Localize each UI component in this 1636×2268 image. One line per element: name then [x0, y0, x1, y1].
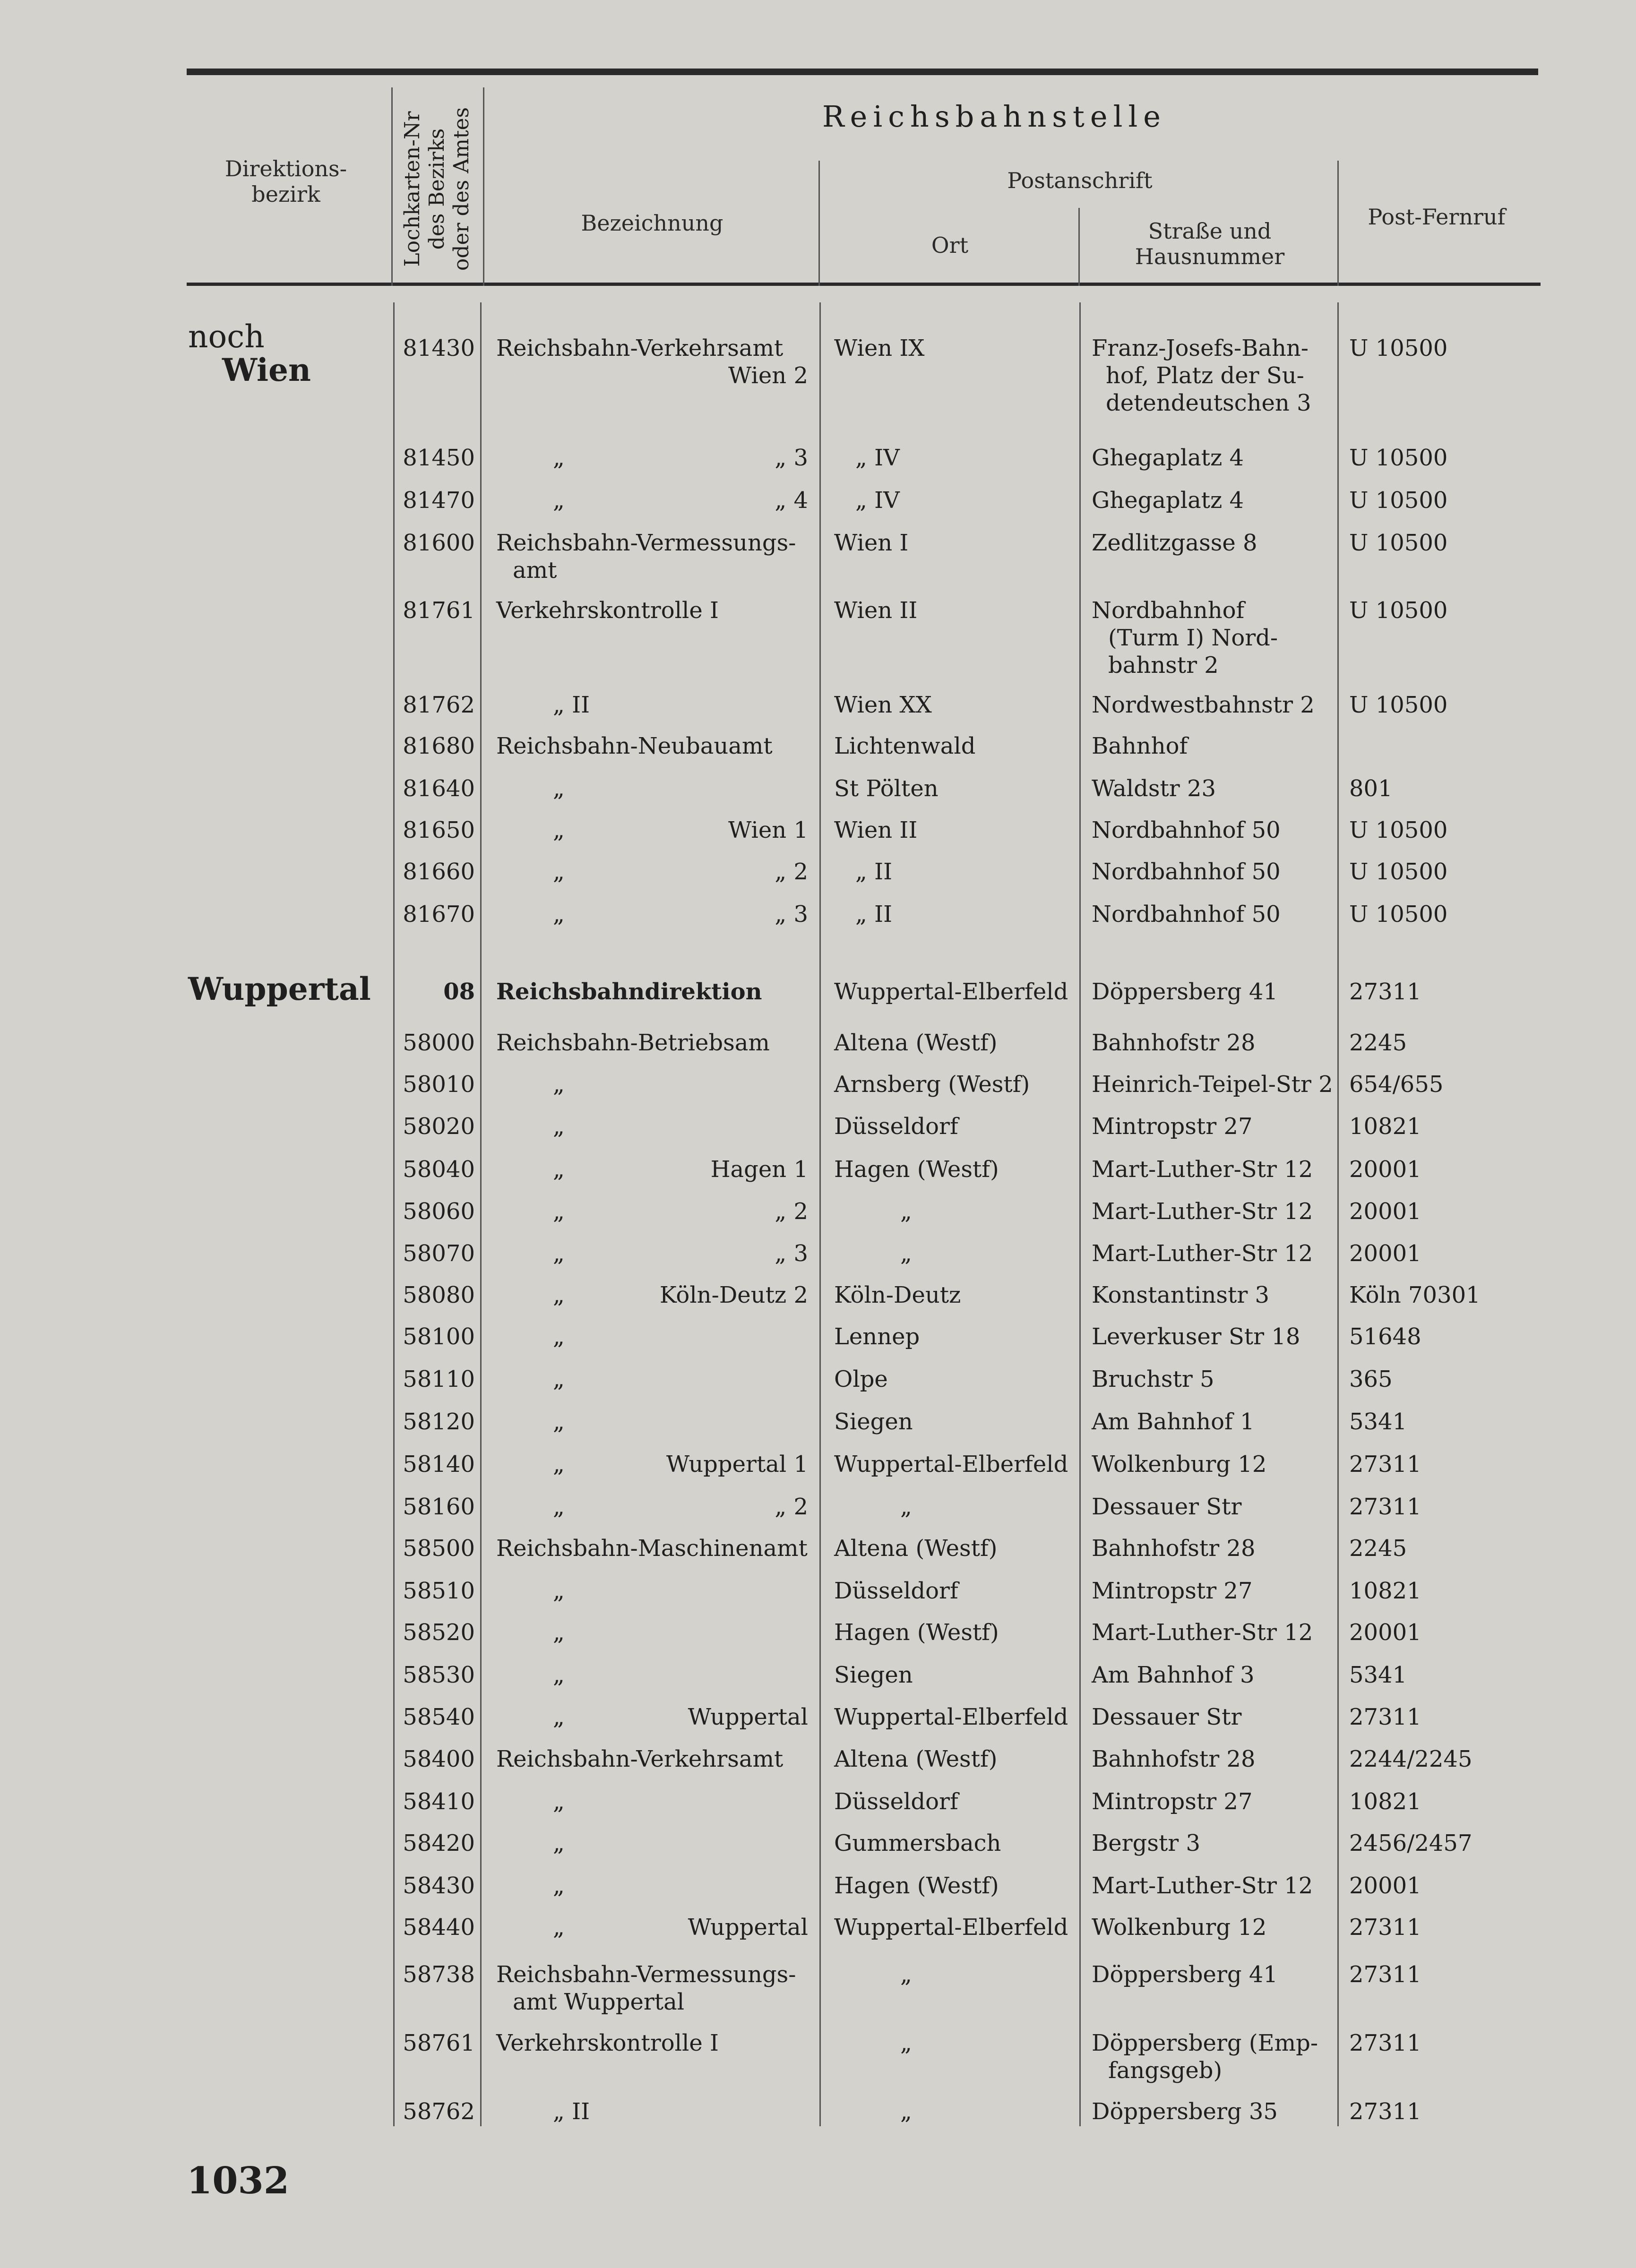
top-rule	[187, 69, 1538, 75]
cell-lochkarten-nr: 58040	[403, 1156, 475, 1183]
cell-fernruf: 20001	[1349, 1156, 1421, 1183]
cell-strasse: Bahnhofstr 28	[1092, 1535, 1256, 1562]
cell-bezeichnung: „	[553, 1494, 565, 1520]
cell-fernruf: U 10500	[1349, 901, 1448, 928]
cell-bezeichnung-suffix: „ 3	[775, 445, 808, 471]
cell-lochkarten-nr: 81761	[403, 597, 475, 624]
cell-bezeichnung: „ II	[553, 2098, 590, 2125]
header-direktionsbezirk-line: bezirk	[251, 181, 320, 207]
cell-fernruf: 10821	[1349, 1788, 1421, 1815]
cell-strasse: Bruchstr 5	[1092, 1366, 1214, 1392]
cell-bezeichnung: „	[553, 901, 565, 928]
cell-fernruf: 27311	[1349, 1704, 1421, 1730]
cell-bezeichnung: „	[553, 1323, 565, 1350]
header-fernruf: Post-Fernruf	[1368, 204, 1506, 230]
cell-bezeichnung-suffix: Wuppertal	[688, 1704, 808, 1730]
cell-lochkarten-nr: 58738	[403, 1961, 475, 1988]
cell-bezeichnung-suffix: „ 3	[775, 1240, 808, 1267]
cell-ort: Wien I	[834, 530, 909, 556]
cell-bezeichnung: „	[553, 1113, 565, 1140]
cell-ort: „	[900, 1961, 912, 1988]
cell-lochkarten-nr: 58080	[403, 1282, 475, 1308]
cell-bezeichnung: „	[553, 1071, 565, 1098]
cell-strasse: Bergstr 3	[1092, 1830, 1201, 1856]
cell-ort: „	[900, 2098, 912, 2125]
column-divider	[819, 302, 821, 2126]
cell-strasse: Nordbahnhof 50	[1092, 859, 1281, 885]
cell-ort: „	[900, 1240, 912, 1267]
cell-lochkarten-nr: 58510	[403, 1578, 475, 1604]
cell-ort: „ II	[855, 859, 893, 885]
header-lochkarten-line: oder des Amtes	[449, 107, 474, 271]
cell-fernruf: U 10500	[1349, 597, 1448, 624]
cell-strasse: Nordbahnhof	[1092, 597, 1245, 624]
column-divider	[393, 302, 395, 2126]
cell-bezeichnung-suffix: „ 2	[775, 859, 808, 885]
cell-strasse: Mart-Luther-Str 12	[1092, 1873, 1313, 1899]
header-divider	[483, 87, 484, 286]
header-lochkarten	[392, 94, 482, 284]
cell-ort: „	[900, 1494, 912, 1520]
cell-bezeichnung: „	[553, 1873, 565, 1899]
cell-lochkarten-nr: 08	[443, 979, 475, 1005]
cell-bezeichnung: Reichsbahn-Verkehrsamt	[496, 1746, 784, 1772]
cell-strasse: Döppersberg (Emp-	[1092, 2030, 1318, 2056]
cell-strasse: Mintropstr 27	[1092, 1578, 1253, 1604]
cell-lochkarten-nr: 81640	[403, 775, 475, 802]
cell-lochkarten-nr: 58400	[403, 1746, 475, 1772]
cell-strasse: Nordbahnhof 50	[1092, 901, 1281, 928]
cell-strasse: Wolkenburg 12	[1092, 1451, 1267, 1478]
cell-lochkarten-nr: 81762	[403, 692, 475, 718]
cell-bezeichnung: „	[553, 1914, 565, 1941]
cell-lochkarten-nr: 81600	[403, 530, 475, 556]
cell-lochkarten-nr: 81660	[403, 859, 475, 885]
cell-fernruf: U 10500	[1349, 817, 1448, 843]
cell-ort: Düsseldorf	[834, 1113, 958, 1140]
section-label: noch	[188, 318, 265, 355]
cell-strasse: Mart-Luther-Str 12	[1092, 1619, 1313, 1646]
header-lochkarten-line: Lochkarten-Nr	[400, 111, 424, 267]
cell-strasse: Bahnhofstr 28	[1092, 1030, 1256, 1056]
cell-bezeichnung: „	[553, 1240, 565, 1267]
cell-lochkarten-nr: 58000	[403, 1030, 475, 1056]
cell-fernruf: 5341	[1349, 1409, 1407, 1435]
cell-strasse: Mart-Luther-Str 12	[1092, 1240, 1313, 1267]
cell-ort: „	[900, 1198, 912, 1225]
cell-bezeichnung: „	[553, 1830, 565, 1856]
cell-fernruf: 27311	[1349, 1494, 1421, 1520]
cell-lochkarten-nr: 58100	[403, 1323, 475, 1350]
cell-lochkarten-nr: 81680	[403, 733, 475, 759]
cell-bezeichnung: „	[553, 1366, 565, 1392]
cell-lochkarten-nr: 58120	[403, 1409, 475, 1435]
cell-lochkarten-nr: 58530	[403, 1662, 475, 1688]
cell-bezeichnung-suffix: Köln-Deutz 2	[659, 1282, 808, 1308]
cell-ort: „ II	[855, 901, 893, 928]
cell-ort: „ IV	[855, 487, 900, 514]
cell-bezeichnung: „	[553, 1451, 565, 1478]
cell-bezeichnung: „	[553, 1282, 565, 1308]
cell-strasse: Bahnhof	[1092, 733, 1188, 759]
cell-bezeichnung: Reichsbahn-Betriebsam	[496, 1030, 770, 1056]
cell-lochkarten-nr: 58060	[403, 1198, 475, 1225]
cell-bezeichnung-suffix: Hagen 1	[710, 1156, 808, 1183]
cell-ort: Wien II	[834, 597, 918, 624]
cell-ort: Wuppertal-Elberfeld	[834, 1704, 1068, 1730]
cell-lochkarten-nr: 58020	[403, 1113, 475, 1140]
cell-bezeichnung: „	[553, 1704, 565, 1730]
cell-bezeichnung: „	[553, 1156, 565, 1183]
cell-bezeichnung-suffix: Wuppertal 1	[666, 1451, 808, 1478]
cell-fernruf: 2244/2245	[1349, 1746, 1472, 1772]
cell-ort: Düsseldorf	[834, 1788, 958, 1815]
cell-bezeichnung: „	[553, 1662, 565, 1688]
cell-lochkarten-nr: 58440	[403, 1914, 475, 1941]
cell-bezeichnung: amt	[513, 557, 557, 584]
cell-ort: „ IV	[855, 445, 900, 471]
section-label: Wien	[222, 352, 311, 388]
cell-fernruf: U 10500	[1349, 445, 1448, 471]
cell-ort: Hagen (Westf)	[834, 1156, 999, 1183]
cell-lochkarten-nr: 81450	[403, 445, 475, 471]
cell-strasse: Döppersberg 41	[1092, 979, 1278, 1005]
cell-bezeichnung: „	[553, 859, 565, 885]
cell-bezeichnung-suffix: „ 2	[775, 1494, 808, 1520]
cell-bezeichnung: „	[553, 487, 565, 514]
cell-lochkarten-nr: 58410	[403, 1788, 475, 1815]
cell-fernruf: 2456/2457	[1349, 1830, 1472, 1856]
cell-bezeichnung-suffix: Wien 1	[728, 817, 808, 843]
cell-fernruf: 20001	[1349, 1198, 1421, 1225]
cell-strasse: Bahnhofstr 28	[1092, 1746, 1256, 1772]
cell-strasse: Ghegaplatz 4	[1092, 445, 1244, 471]
cell-bezeichnung: Reichsbahn-Vermessungs-	[496, 530, 796, 556]
header-direktionsbezirk	[198, 156, 373, 207]
cell-lochkarten-nr: 58010	[403, 1071, 475, 1098]
cell-bezeichnung: „	[553, 1409, 565, 1435]
cell-bezeichnung: Reichsbahn-Verkehrsamt	[496, 335, 784, 361]
cell-strasse: Mart-Luther-Str 12	[1092, 1198, 1313, 1225]
cell-strasse: bahnstr 2	[1108, 652, 1219, 679]
cell-bezeichnung: „ II	[553, 692, 590, 718]
cell-fernruf: Köln 70301	[1349, 1282, 1481, 1308]
cell-ort: Wuppertal-Elberfeld	[834, 1451, 1068, 1478]
cell-lochkarten-nr: 58540	[403, 1704, 475, 1730]
cell-fernruf: 27311	[1349, 2098, 1421, 2125]
cell-fernruf: 27311	[1349, 1914, 1421, 1941]
cell-strasse: Dessauer Str	[1092, 1704, 1242, 1730]
cell-fernruf: 27311	[1349, 2030, 1421, 2056]
header-divider	[1337, 161, 1339, 286]
header-ort: Ort	[931, 232, 969, 258]
page-number: 1032	[187, 2159, 290, 2202]
cell-fernruf: 654/655	[1349, 1071, 1444, 1098]
cell-fernruf: 5341	[1349, 1662, 1407, 1688]
cell-bezeichnung-suffix: „ 3	[775, 901, 808, 928]
cell-bezeichnung: „	[553, 775, 565, 802]
cell-strasse: Nordwestbahnstr 2	[1092, 692, 1315, 718]
cell-bezeichnung: amt Wuppertal	[513, 1989, 685, 2015]
cell-bezeichnung: „	[553, 445, 565, 471]
cell-strasse: Dessauer Str	[1092, 1494, 1242, 1520]
cell-ort: Lennep	[834, 1323, 920, 1350]
cell-strasse: Zedlitzgasse 8	[1092, 530, 1257, 556]
cell-ort: Wien XX	[834, 692, 932, 718]
column-divider	[1337, 302, 1339, 2126]
cell-ort: Wuppertal-Elberfeld	[834, 979, 1068, 1005]
cell-lochkarten-nr: 58160	[403, 1494, 475, 1520]
cell-ort: Wuppertal-Elberfeld	[834, 1914, 1068, 1941]
cell-strasse: Nordbahnhof 50	[1092, 817, 1281, 843]
cell-ort: „	[900, 2030, 912, 2056]
cell-ort: Siegen	[834, 1662, 913, 1688]
cell-ort: Altena (Westf)	[834, 1535, 998, 1562]
cell-strasse: Heinrich-Teipel-Str 2	[1092, 1071, 1333, 1098]
cell-fernruf: U 10500	[1349, 335, 1448, 361]
cell-bezeichnung: Reichsbahn-Neubauamt	[496, 733, 773, 759]
cell-lochkarten-nr: 58110	[403, 1366, 475, 1392]
cell-strasse: Döppersberg 41	[1092, 1961, 1278, 1988]
cell-bezeichnung: „	[553, 817, 565, 843]
header-bezeichnung: Bezeichnung	[581, 210, 723, 236]
cell-ort: Gummersbach	[834, 1830, 1001, 1856]
cell-fernruf: U 10500	[1349, 530, 1448, 556]
cell-lochkarten-nr: 81470	[403, 487, 475, 514]
cell-bezeichnung-suffix: „ 2	[775, 1198, 808, 1225]
cell-strasse: Franz-Josefs-Bahn-	[1092, 335, 1309, 361]
cell-strasse: Ghegaplatz 4	[1092, 487, 1244, 514]
cell-fernruf: 27311	[1349, 1961, 1421, 1988]
cell-ort: Olpe	[834, 1366, 888, 1392]
cell-fernruf: 20001	[1349, 1240, 1421, 1267]
cell-lochkarten-nr: 58430	[403, 1873, 475, 1899]
cell-lochkarten-nr: 58140	[403, 1451, 475, 1478]
cell-fernruf: 365	[1349, 1366, 1393, 1392]
column-divider	[480, 302, 482, 2126]
cell-fernruf: 20001	[1349, 1619, 1421, 1646]
cell-strasse: Mart-Luther-Str 12	[1092, 1156, 1313, 1183]
cell-ort: Hagen (Westf)	[834, 1619, 999, 1646]
cell-lochkarten-nr: 81430	[403, 335, 475, 361]
cell-bezeichnung: Verkehrskontrolle I	[496, 597, 719, 624]
cell-fernruf: 801	[1349, 775, 1393, 802]
cell-bezeichnung: Reichsbahn-Vermessungs-	[496, 1961, 796, 1988]
cell-strasse: Mintropstr 27	[1092, 1788, 1253, 1815]
header-divider	[1078, 208, 1080, 286]
header-direktionsbezirk-line: Direktions-	[224, 156, 347, 181]
cell-lochkarten-nr: 58520	[403, 1619, 475, 1646]
cell-bezeichnung-suffix: „ 4	[775, 487, 808, 514]
cell-ort: Wien IX	[834, 335, 925, 361]
cell-bezeichnung-suffix: Wien 2	[728, 362, 808, 389]
cell-ort: Wien II	[834, 817, 918, 843]
cell-lochkarten-nr: 58420	[403, 1830, 475, 1856]
cell-strasse: Wolkenburg 12	[1092, 1914, 1267, 1941]
cell-fernruf: 10821	[1349, 1113, 1421, 1140]
cell-ort: Siegen	[834, 1409, 913, 1435]
cell-strasse: Am Bahnhof 3	[1092, 1662, 1255, 1688]
cell-bezeichnung: Reichsbahndirektion	[496, 979, 762, 1005]
cell-fernruf: U 10500	[1349, 487, 1448, 514]
section-label: Wuppertal	[188, 971, 371, 1007]
header-strasse-line: Straße und	[1148, 218, 1272, 244]
cell-strasse: Konstantinstr 3	[1092, 1282, 1270, 1308]
cell-lochkarten-nr: 81670	[403, 901, 475, 928]
cell-ort: Hagen (Westf)	[834, 1873, 999, 1899]
header-group-title: Reichsbahnstelle	[822, 99, 1166, 134]
cell-lochkarten-nr: 58761	[403, 2030, 475, 2056]
cell-ort: St Pölten	[834, 775, 939, 802]
cell-lochkarten-nr: 58500	[403, 1535, 475, 1562]
cell-bezeichnung: „	[553, 1619, 565, 1646]
cell-ort: Köln-Deutz	[834, 1282, 961, 1308]
header-lochkarten-line: des Bezirks	[425, 128, 449, 250]
cell-strasse: detendeutschen 3	[1106, 390, 1311, 416]
cell-strasse: Waldstr 23	[1092, 775, 1216, 802]
cell-bezeichnung-suffix: Wuppertal	[688, 1914, 808, 1941]
cell-fernruf: 10821	[1349, 1578, 1421, 1604]
cell-lochkarten-nr: 81650	[403, 817, 475, 843]
cell-strasse: Am Bahnhof 1	[1092, 1409, 1255, 1435]
header-postanschrift: Postanschrift	[1007, 168, 1153, 193]
cell-ort: Arnsberg (Westf)	[834, 1071, 1030, 1098]
cell-ort: Altena (Westf)	[834, 1746, 998, 1772]
cell-fernruf: U 10500	[1349, 859, 1448, 885]
cell-bezeichnung: Verkehrskontrolle I	[496, 2030, 719, 2056]
cell-ort: Altena (Westf)	[834, 1030, 998, 1056]
cell-strasse: Leverkuser Str 18	[1092, 1323, 1300, 1350]
cell-bezeichnung: „	[553, 1788, 565, 1815]
cell-strasse: fangsgeb)	[1108, 2057, 1223, 2084]
cell-strasse: (Turm I) Nord-	[1108, 625, 1278, 651]
cell-fernruf: 51648	[1349, 1323, 1421, 1350]
cell-fernruf: 20001	[1349, 1873, 1421, 1899]
cell-fernruf: 27311	[1349, 1451, 1421, 1478]
cell-ort: Düsseldorf	[834, 1578, 958, 1604]
cell-strasse: Döppersberg 35	[1092, 2098, 1278, 2125]
cell-fernruf: 2245	[1349, 1030, 1407, 1056]
cell-ort: Lichtenwald	[834, 733, 976, 759]
cell-lochkarten-nr: 58070	[403, 1240, 475, 1267]
cell-bezeichnung: „	[553, 1578, 565, 1604]
column-divider	[1079, 302, 1081, 2126]
cell-bezeichnung: Reichsbahn-Maschinenamt	[496, 1535, 808, 1562]
header-divider	[818, 161, 820, 286]
cell-fernruf: U 10500	[1349, 692, 1448, 718]
cell-strasse: hof, Platz der Su-	[1106, 362, 1304, 389]
cell-strasse: Mintropstr 27	[1092, 1113, 1253, 1140]
cell-bezeichnung: „	[553, 1198, 565, 1225]
cell-lochkarten-nr: 58762	[403, 2098, 475, 2125]
cell-fernruf: 2245	[1349, 1535, 1407, 1562]
header-strasse-line: Hausnummer	[1135, 244, 1285, 269]
header-strasse	[1082, 218, 1337, 269]
cell-fernruf: 27311	[1349, 979, 1421, 1005]
